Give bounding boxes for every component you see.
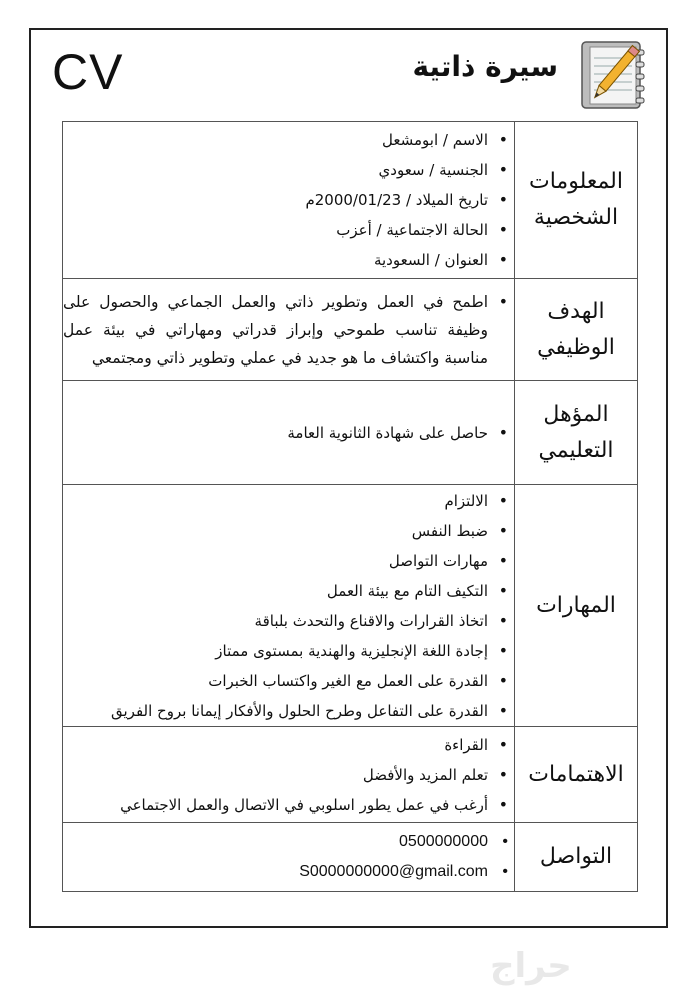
- contact-cell: [63, 823, 515, 892]
- list-item: • مهارات التواصل: [63, 546, 488, 576]
- contact-row: [63, 823, 638, 892]
- page-title: سيرة ذاتية: [412, 50, 558, 83]
- education-cell: [63, 381, 515, 485]
- list-item: • التكيف التام مع بيئة العمل: [63, 576, 488, 606]
- interests-heading: الاهتمامات: [515, 727, 638, 823]
- objective-row: [63, 279, 638, 381]
- list-item: • تعلم المزيد والأفضل: [63, 760, 488, 790]
- contact-heading: التواصل: [515, 823, 638, 892]
- objective-text: • اطمح في العمل وتطوير ذاتي والعمل الجماعي والحصول على وظيفة تناسب طموحي وإبراز قدراتي ومهاراتي في بيئة عمل مناسبة واكتشاف ما هو جديد في عملي وتطوير ذاتي ومجتمعي: [63, 288, 488, 372]
- skills-cell: [63, 485, 515, 727]
- personal-info-cell: [63, 122, 515, 279]
- skills-heading: المهارات: [515, 485, 638, 727]
- skills-row: [63, 485, 638, 727]
- education-heading: المؤهل التعليمي: [515, 381, 638, 485]
- personal-info-heading: المعلومات الشخصية: [515, 122, 638, 279]
- list-item: • اتخاذ القرارات والاقناع والتحدث بلباقة: [63, 606, 488, 636]
- email-address: • S0000000000@gmail.com: [63, 857, 488, 887]
- list-item: • العنوان / السعودية: [63, 245, 488, 275]
- cv-table: [62, 121, 638, 892]
- list-item: • الجنسية / سعودي: [63, 155, 488, 185]
- list-item: • ضبط النفس: [63, 516, 488, 546]
- education-list: [63, 418, 514, 448]
- list-item: • الحالة الاجتماعية / أعزب: [63, 215, 488, 245]
- contact-list: [63, 827, 514, 887]
- education-row: [63, 381, 638, 485]
- skills-list: [63, 486, 514, 726]
- cv-label: CV: [52, 44, 124, 100]
- watermark: حراج: [490, 946, 572, 986]
- personal-info-row: [63, 122, 638, 279]
- interests-row: [63, 727, 638, 823]
- list-item: • القدرة على التفاعل وطرح الحلول والأفكار إيمانا بروح الفريق: [63, 696, 488, 726]
- list-item: • إجادة اللغة الإنجليزية والهندية بمستوى ممتاز: [63, 636, 488, 666]
- interests-cell: [63, 727, 515, 823]
- list-item: • الاسم / ابومشعل: [63, 125, 488, 155]
- list-item: • القدرة على العمل مع الغير واكتساب الخبرات: [63, 666, 488, 696]
- list-item: • أرغب في عمل يطور اسلوبي في الاتصال والعمل الاجتماعي: [63, 790, 488, 820]
- list-item: • حاصل على شهادة الثانوية العامة: [63, 418, 488, 448]
- personal-info-list: [63, 125, 514, 275]
- list-item: • الالتزام: [63, 486, 488, 516]
- objective-cell: [63, 279, 515, 381]
- objective-list: [63, 288, 514, 372]
- objective-heading: الهدف الوظيفي: [515, 279, 638, 381]
- phone-number: • 0500000000: [63, 827, 488, 857]
- notebook-pencil-icon: [578, 38, 648, 112]
- list-item: • القراءة: [63, 730, 488, 760]
- list-item: • تاريخ الميلاد / 2000/01/23م: [63, 185, 488, 215]
- interests-list: [63, 730, 514, 820]
